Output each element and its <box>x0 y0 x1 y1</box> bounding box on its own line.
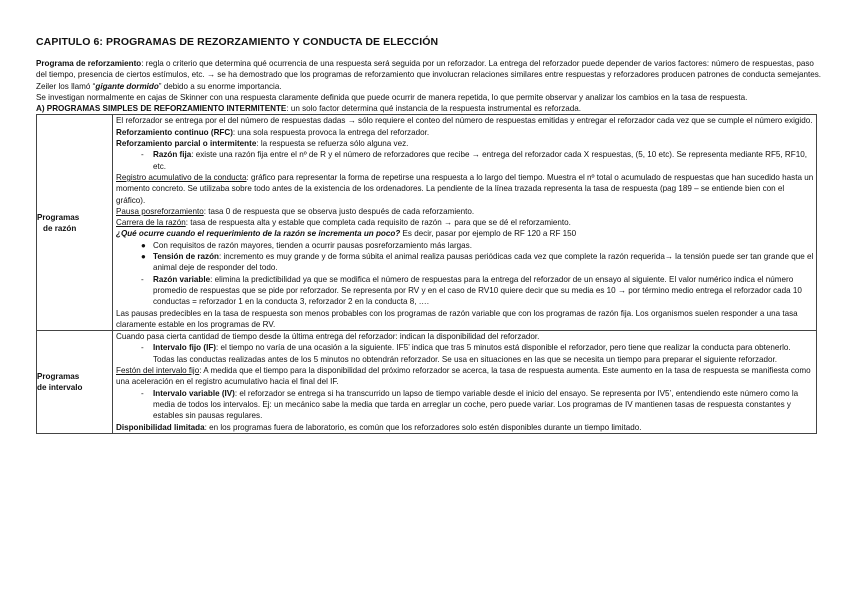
dash-marker: - <box>141 343 144 353</box>
row-label-intervalo <box>37 331 113 434</box>
row-content-intervalo <box>113 331 817 434</box>
zeiler-text-c: ” debido a su enorme importancia. <box>158 81 282 91</box>
registro-text: : gráfico para representar la forma de repetirse una respuesta a lo largo del tiempo. Muestra el nº total o acumulado de respuestas que han sucedido hasta un momento concreto. Se utilizaba sobre todo antes de la existencia de los ordenadores. La pendiente de la línea trazada representa la tasa de respuesta (pag 189 – se entiende bien con el gráfico). <box>116 172 814 205</box>
razon-intro: El reforzador se entrega por el del número de respuestas dadas → sólo requiere el conteo del número de respuestas emitidas y entregar el reforzador cada vez que se cumple el número exigido. <box>116 116 813 126</box>
rv-term: Razón variable <box>153 274 211 284</box>
pausa-term: Pausa posreforzamiento <box>116 206 204 216</box>
feston-term: Festón del intervalo fijo <box>116 366 200 376</box>
chapter-title: CAPITULO 6: PROGRAMAS DE REZORZAMIENTO Y CONDUCTA DE ELECCIÓN <box>36 36 439 48</box>
razon-variable-item <box>116 274 814 308</box>
row-label-line1: Programas <box>37 212 80 222</box>
rfc-text: : una sola respuesta provoca la entrega del reforzador. <box>232 127 430 137</box>
dash-marker: - <box>141 150 144 160</box>
feston-text: : A medida que el tiempo para la disponibilidad del próximo reforzador se acerca, la tasa de respuesta aumenta. Este aumento en la tasa de respuesta se manifiesta como una aceleración en el registro acumulativo hacia el final del IF. <box>116 366 811 387</box>
question-example: Es decir, pasar por ejemplo de RF 120 a RF 150 <box>400 229 577 239</box>
disponibilidad-line <box>116 422 814 433</box>
question-text: ¿Qué ocurre cuando el requerimiento de la razón se incrementa un poco? <box>116 229 401 239</box>
carrera-line <box>116 217 814 228</box>
row-label-razon <box>37 115 113 331</box>
carrera-text: : tasa de respuesta alta y estable que completa cada requisito de razón → para que se dé el reforzamiento. <box>185 218 571 228</box>
iv-text: : el reforzador se entrega si ha transcurrido un lapso de tiempo variable desde el inicio del ensayo. Se representa por IV5’, entendiendo este número como la media de todos los intervalos. Ej: un mecánico sabe la media que tarda en arreglar un coche, pero puede variar. Los programas de IV mantienen tasas de respuesta constantes y estables sin pausas regulares. <box>153 388 799 421</box>
feston-line <box>116 365 814 388</box>
table-row-intervalo <box>37 331 817 434</box>
rpi-text: : la respuesta se refuerza sólo alguna vez. <box>256 139 409 149</box>
dash-marker: - <box>141 274 144 284</box>
pausa-text: : tasa 0 de respuesta que se observa justo después de cada reforzamiento. <box>203 206 475 216</box>
section-a-title: A) PROGRAMAS SIMPLES DE REFORZAMIENTO INTERMITENTE <box>36 104 287 114</box>
razon-fija-item <box>116 149 814 172</box>
bullet-icon: ● <box>141 240 146 250</box>
row-label-line2: de razón <box>43 223 77 233</box>
rv-text: : elimina la predictibilidad ya que se modifica el número de respuestas para la entrega del reforzador de un ensayo al siguiente. El valor numérico indica el número promedio de respuestas que se pide por reforzador. Se representa por RV y en el caso de RV10 quiere decir que su media es 10 → por término medio entrega el reforzador cada 10 conductas = reforzador 1 en la conducta 3, reforzador 2 en la conducta 8, …. <box>153 274 802 307</box>
table-row-razon <box>37 115 817 331</box>
tension-term: Tensión de razón <box>153 252 219 262</box>
row-label-line1: Programas <box>37 371 80 381</box>
rpi-line <box>116 138 814 149</box>
pausa-line <box>116 206 814 217</box>
paragraph-skinner: Se investigan normalmente en cajas de Skinner con una respuesta claramente definida que puede ocurrir de manera repetida, lo que permite observar y analizar los cambios en la tasa de respuesta. <box>36 92 748 102</box>
registro-line <box>116 172 814 206</box>
rfc-line <box>116 127 814 138</box>
rf-text: : existe una razón fija entre el nº de R y el número de reforzadores que recibe → entrega del reforzador cada X respuestas, (5, 10 etc). Se representa mediante RF5, RF10, etc. <box>153 150 807 171</box>
rpi-term: Reforzamiento parcial o intermitente <box>116 139 257 149</box>
disponibilidad-text: : en los programas fuera de laboratorio, es común que los reforzadores solo estén disponibles durante un tiempo limitado. <box>204 422 642 432</box>
if-term: Intervalo fijo (IF) <box>153 343 216 353</box>
gigante-dormido: gigante dormido <box>95 81 159 91</box>
paragraph-zeiler <box>36 81 822 92</box>
razon-closing: Las pausas predecibles en la tasa de respuesta son menos probables con los programas de razón variable que con los programas de razón fija. Los organismos suelen responder a una tasa claramente estable en los programas de RV. <box>116 308 798 329</box>
iv-term: Intervalo variable (IV) <box>153 388 235 398</box>
section-a-text: : un solo factor determina qué instancia de la respuesta instrumental es reforzada. <box>286 104 582 114</box>
bullet-icon: ● <box>141 252 146 262</box>
programs-table <box>36 114 817 433</box>
intervalo-variable-item <box>116 388 814 422</box>
if-text: : el tiempo no varía de una ocasión a la siguiente. IF5’ indica que tras 5 minutos está disponible el reforzador, pero tiene que realizar la conducta para obtenerlo. Todas las conductas realizadas antes de los 5 minutos no obtendrán reforzador. Se usa en situaciones en las que se necesita un tiempo para preparar el siguiente reforzador. <box>153 343 791 364</box>
rfc-term: Reforzamiento continuo (RFC) <box>116 127 233 137</box>
document-page <box>36 26 822 434</box>
section-heading-a <box>36 103 822 114</box>
tension-text: : incremento es muy grande y de forma súbita el animal realiza pausas periódicas cada vez que complete la razón requerida→ la tensión puede ser tan grande que el animal deje de responder del todo. <box>153 252 814 273</box>
disponibilidad-term: Disponibilidad limitada <box>116 422 205 432</box>
question-line <box>116 228 814 239</box>
term-programa-reforzamiento: Programa de reforzamiento <box>36 59 142 68</box>
dash-marker: - <box>141 388 144 398</box>
zeiler-text-a: Zeiler los llamó “ <box>36 81 96 91</box>
registro-term: Registro acumulativo de la conducta <box>116 172 247 182</box>
rf-term: Razón fija <box>153 150 192 160</box>
intervalo-fijo-item <box>116 342 814 365</box>
bullet-item-1 <box>116 240 814 251</box>
bullet-item-2 <box>116 251 814 274</box>
row-label-line2: de intervalo <box>37 382 83 392</box>
row-content-razon <box>113 115 817 331</box>
bullet-1-text: Con requisitos de razón mayores, tienden a ocurrir pausas posreforzamiento más largas. <box>153 240 472 250</box>
definition-text: : regla o criterio que determina qué ocurrencia de una respuesta será seguida por un reforzador. La entrega del reforzador puede depender de varios factores: número de respuestas, paso del tiempo, presencia de ciertos estímulos, etc. → se ha demostrado que los programas de reforzamiento que involucran relaciones similares entre respuestas y reforzadores producen patrones de conducta semejantes. <box>36 59 822 80</box>
paragraph-definition <box>36 58 822 81</box>
carrera-term: Carrera de la razón <box>116 218 186 228</box>
intervalo-intro: Cuando pasa cierta cantidad de tiempo desde la última entrega del reforzador: indican la disponibilidad del reforzador. <box>116 332 540 342</box>
